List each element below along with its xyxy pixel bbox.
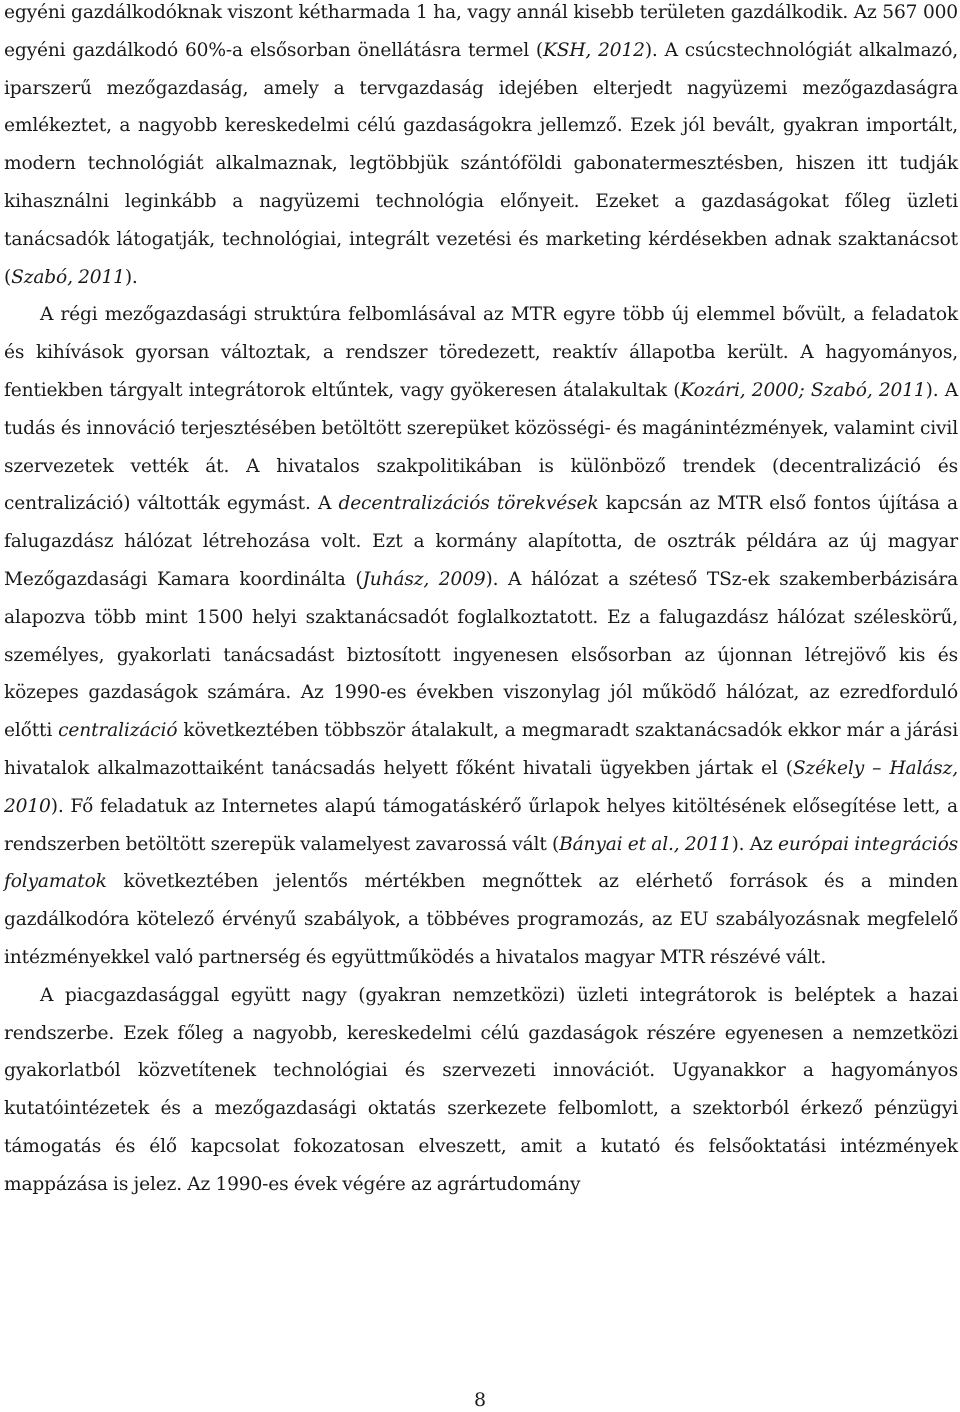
text-segment: ). A hálózat a széteső TSz-ek szakemberbázisára alapozva több mint 1500 helyi szaktanácsadót foglalkoztatott. Ez a falugazdász hálózat széleskörű, személyes, gyakorlati tanácsadást biztosított ingyenesen elsősorban az újonnan létrejövő kis és közepes gazdaságok számára. Az 1990-es években viszonylag jól működő hálózat, az ezredforduló előtti	[4, 568, 958, 742]
text-segment: egyéni gazdálkodóknak viszont kétharmada 1 ha, vagy annál kisebb területen gazdálkodik. Az 567 000 egyéni gazdálkodó 60%-a elsősorban önellátásra termel (	[4, 2, 958, 61]
italic-segment: Bányai et al., 2011	[559, 833, 732, 855]
italic-segment: KSH, 2012	[543, 39, 645, 61]
text-segment: következtében többször átalakult, a megmaradt szaktanácsadók ekkor már a járási hivatalok alkalmazottaiként tanácsadás helyett főként hivatali ügyekben jártak el (	[4, 720, 958, 779]
italic-segment: európai integrációs folyamatok	[4, 833, 959, 893]
italic-segment: Juhász, 2009	[362, 568, 486, 590]
paragraph-1	[4, 0, 958, 296]
text-segment: A régi mezőgazdasági struktúra felbomlásával az MTR egyre több új elemmel bővült, a feladatok és kihívások gyorsan változtak, a rendszer töredezett, reaktív állapotba került. A hagyományos, fentiekben tárgyalt integrátorok eltűntek, vagy gyökeresen átalakultak (	[4, 304, 958, 401]
italic-segment: centralizáció	[58, 720, 178, 742]
text-segment: kapcsán az MTR első fontos újítása a falugazdász hálózat létrehozása volt. Ezt a kormány alapította, de osztrák példára az új magyar Mezőgazdasági Kamara koordinálta (	[4, 493, 958, 590]
italic-segment: Kozári, 2000; Szabó, 2011	[680, 379, 926, 401]
italic-segment: Szabó, 2011	[11, 266, 125, 288]
text-segment: ).	[124, 266, 138, 288]
text-segment: ). A tudás és innováció terjesztésében betöltött szerepüket közösségi- és magánintézmények, valamint civil szervezetek vették át. A hivatalos szakpolitikában is különböző trendek (decentralizáció és centralizáció) váltották egymást. A	[4, 379, 958, 515]
page-number: 8	[473, 1389, 487, 1411]
document-body	[4, 0, 958, 1204]
text-segment: ). A csúcstechnológiát alkalmazó, iparszerű mezőgazdaság, amely a tervgazdaság idejében elterjedt nagyüzemi mezőgazdaságra emlékeztet, a nagyobb kereskedelmi célú gazdaságokra jellemző. Ezek jól bevált, gyakran importált, modern technológiát alkalmaznak, legtöbbjük szántóföldi gabonatermesztésben, hiszen itt tudják kihasználni leginkább a nagyüzemi technológia előnyeit. Ezeket a gazdaságokat főleg üzleti tanácsadók látogatják, technológiai, integrált vezetési és marketing kérdésekben adnak szaktanácsot (	[4, 39, 959, 288]
paragraph-2	[4, 296, 958, 976]
italic-segment: decentralizációs törekvések	[338, 493, 599, 515]
text-segment: ). Fő feladatuk az Internetes alapú támogatáskérő űrlapok helyes kitöltésének elősegítése lett, a rendszerben betöltött szerepük valamelyest zavarossá vált (	[4, 795, 958, 855]
paragraph-3	[4, 977, 958, 1204]
text-segment: következtében jelentős mértékben megnőttek az elérhető források és a minden gazdálkodóra kötelező érvényű szabályok, a többéves programozás, az EU szabályozásnak megfelelő intézményekkel való partnerség és együttműködés a hivatalos magyar MTR részévé vált.	[4, 871, 958, 968]
text-segment: ). Az	[731, 833, 779, 855]
text-segment: A piacgazdasággal együtt nagy (gyakran nemzetközi) üzleti integrátorok is beléptek a hazai rendszerbe. Ezek főleg a nagyobb, kereskedelmi célú gazdaságok részére egyenesen a nemzetközi gyakorlatból közvetítenek technológiai és szervezeti innovációt. Ugyanakkor a hagyományos kutatóintézetek és a mezőgazdasági oktatás szerkezete felbomlott, a szektorból érkező pénzügyi támogatás és élő kapcsolat fokozatosan elveszett, amit a kutató és felsőoktatási intézmények mappázása is jelez. Az 1990-es évek végére az agrártudomány	[4, 984, 958, 1195]
italic-segment: Székely – Halász, 2010	[4, 757, 958, 817]
